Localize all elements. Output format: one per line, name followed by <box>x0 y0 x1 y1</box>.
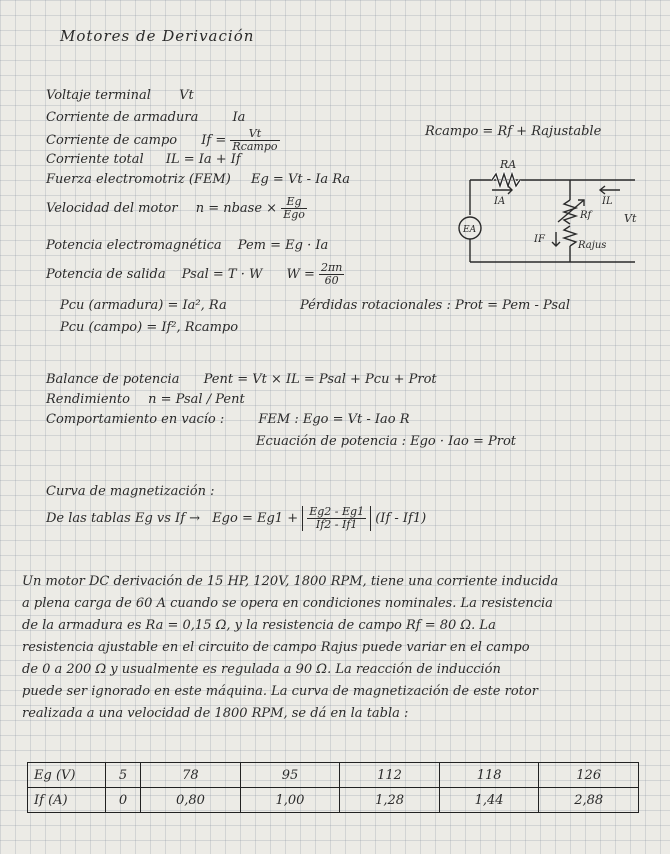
table-cell: 0 <box>106 788 141 813</box>
page-title: Motores de Derivación <box>60 27 255 45</box>
balance-label: Balance de potencia <box>46 372 180 387</box>
balance-formula: Pent = Vt × IL = Psal + Pcu + Prot <box>203 372 437 387</box>
def-if-fraction <box>230 128 279 153</box>
problem-line-7: realizada a una velocidad de 1800 RPM, se dá en la tabla : <box>22 706 409 721</box>
rendimiento-formula: n = Psal / Pent <box>148 392 245 407</box>
fraction-numerator: Eg2 - Eg1 <box>309 505 365 518</box>
table-cell: 126 <box>539 763 639 788</box>
curva-formula-left: Ego = Eg1 + <box>212 511 299 526</box>
def-vt-symbol: Vt <box>179 88 194 103</box>
rendimiento-label: Rendimiento <box>46 392 130 407</box>
def-ia <box>46 110 245 126</box>
problem-line-4: resistencia ajustable en el circuito de campo Rajus puede variar en el campo <box>22 640 530 655</box>
table-cell: 2,88 <box>539 788 639 813</box>
def-ia-label: Corriente de armadura <box>46 110 199 125</box>
table-row <box>28 763 639 788</box>
fraction-denominator: Rcampo <box>232 140 278 153</box>
problem-line-6: puede ser ignorado en este máquina. La curva de magnetización de este rotor <box>22 684 538 699</box>
rendimiento <box>46 392 245 408</box>
ia-label: IA <box>494 196 506 207</box>
def-ia-symbol: Ia <box>232 110 246 125</box>
problem-line-3: de la armadura es Ra = 0,15 Ω, y la resistencia de campo Rf = 80 Ω. La <box>22 618 496 633</box>
def-if <box>46 128 280 153</box>
def-if-label: Corriente de campo <box>46 133 178 148</box>
table-cell: 1,28 <box>340 788 440 813</box>
table-cell: 95 <box>240 763 340 788</box>
table-cell: 112 <box>340 763 440 788</box>
def-vt-label: Voltaje terminal <box>46 88 151 103</box>
def-fem-label: Fuerza electromotriz (FEM) <box>46 172 231 187</box>
curva-tables: De las tablas Eg vs If → <box>46 511 201 526</box>
fraction-denominator: If2 - If1 <box>315 518 358 531</box>
table-row <box>28 788 639 813</box>
def-rcampo: Rcampo = Rf + Rajustable <box>425 124 602 139</box>
def-psal <box>46 262 344 287</box>
def-psal-label: Potencia de salida <box>46 267 166 282</box>
curva-formula <box>46 506 426 531</box>
comportamiento-vacio <box>46 412 410 428</box>
curva-fraction <box>302 506 371 531</box>
def-psal-formula: Psal = T · W <box>181 267 263 282</box>
def-il <box>46 152 241 168</box>
table-cell: 78 <box>141 763 241 788</box>
loss-pcu-campo: Pcu (campo) = If², Rcampo <box>60 320 239 335</box>
if-label: IF <box>534 234 545 245</box>
rf-label: Rf <box>580 210 592 221</box>
loss-pcu-armadura: Pcu (armadura) = Ia², Ra <box>60 298 227 313</box>
table-cell: 1,44 <box>439 788 539 813</box>
table-cell: 5 <box>106 763 141 788</box>
table-cell: 0,80 <box>141 788 241 813</box>
def-omega-fraction <box>319 262 344 287</box>
vacio-label: Comportamiento en vacío : <box>46 412 225 427</box>
problem-line-2: a plena carga de 60 A cuando se opera en condiciones nominales. La resistencia <box>22 596 553 611</box>
fraction-denominator: 60 <box>324 274 339 287</box>
def-pem-label: Potencia electromagnética <box>46 238 222 253</box>
table-row-head: Eg (V) <box>28 763 106 788</box>
fraction-numerator: 2πn <box>321 261 343 274</box>
def-pem-formula: Pem = Eg · Ia <box>237 238 329 253</box>
def-omega: W = <box>286 267 315 282</box>
il-label: IL <box>602 196 613 207</box>
def-fem-formula: Eg = Vt - Ia Ra <box>250 172 351 187</box>
fraction-denominator: Ego <box>283 208 305 221</box>
ecuacion-potencia: Ecuación de potencia : Ego · Iao = Prot <box>256 434 516 449</box>
problem-line-5: de 0 a 200 Ω y usualmente es regulada a 90 Ω. La reacción de inducción <box>22 662 501 677</box>
def-fem <box>46 172 350 188</box>
shunt-motor-circuit-diagram <box>430 150 645 270</box>
def-il-formula: IL = Ia + If <box>165 152 241 167</box>
def-pem <box>46 238 328 254</box>
rajus-resistor <box>564 226 576 246</box>
def-vel-fraction <box>281 196 307 221</box>
def-velocidad <box>46 196 307 221</box>
vacio-fem: FEM : Ego = Vt - Iao R <box>258 412 410 427</box>
problem-line-1: Un motor DC derivación de 15 HP, 120V, 1800 RPM, tiene una corriente inducida <box>22 574 559 589</box>
table-cell: 118 <box>439 763 539 788</box>
table-row-head: If (A) <box>28 788 106 813</box>
fraction-numerator: Eg <box>281 196 307 209</box>
table-cell: 1,00 <box>240 788 340 813</box>
ea-label: EA <box>463 225 477 235</box>
curva-formula-right: (If - If1) <box>375 511 427 526</box>
loss-rotational: Pérdidas rotacionales : Prot = Pem - Psal <box>300 298 570 313</box>
def-if-formula: If = <box>201 133 227 148</box>
curva-title: Curva de magnetización : <box>46 484 215 499</box>
ra-label: RA <box>500 158 517 171</box>
balance-potencia <box>46 372 437 388</box>
magnetization-table <box>27 762 639 813</box>
fraction-numerator: Vt <box>230 128 279 141</box>
rajus-label: Rajus <box>578 240 607 251</box>
def-vel-label: Velocidad del motor <box>46 201 178 216</box>
def-vt <box>46 88 194 104</box>
vt-label: Vt <box>624 212 637 225</box>
def-il-label: Corriente total <box>46 152 144 167</box>
def-vel-formula: n = nbase × <box>195 201 278 216</box>
